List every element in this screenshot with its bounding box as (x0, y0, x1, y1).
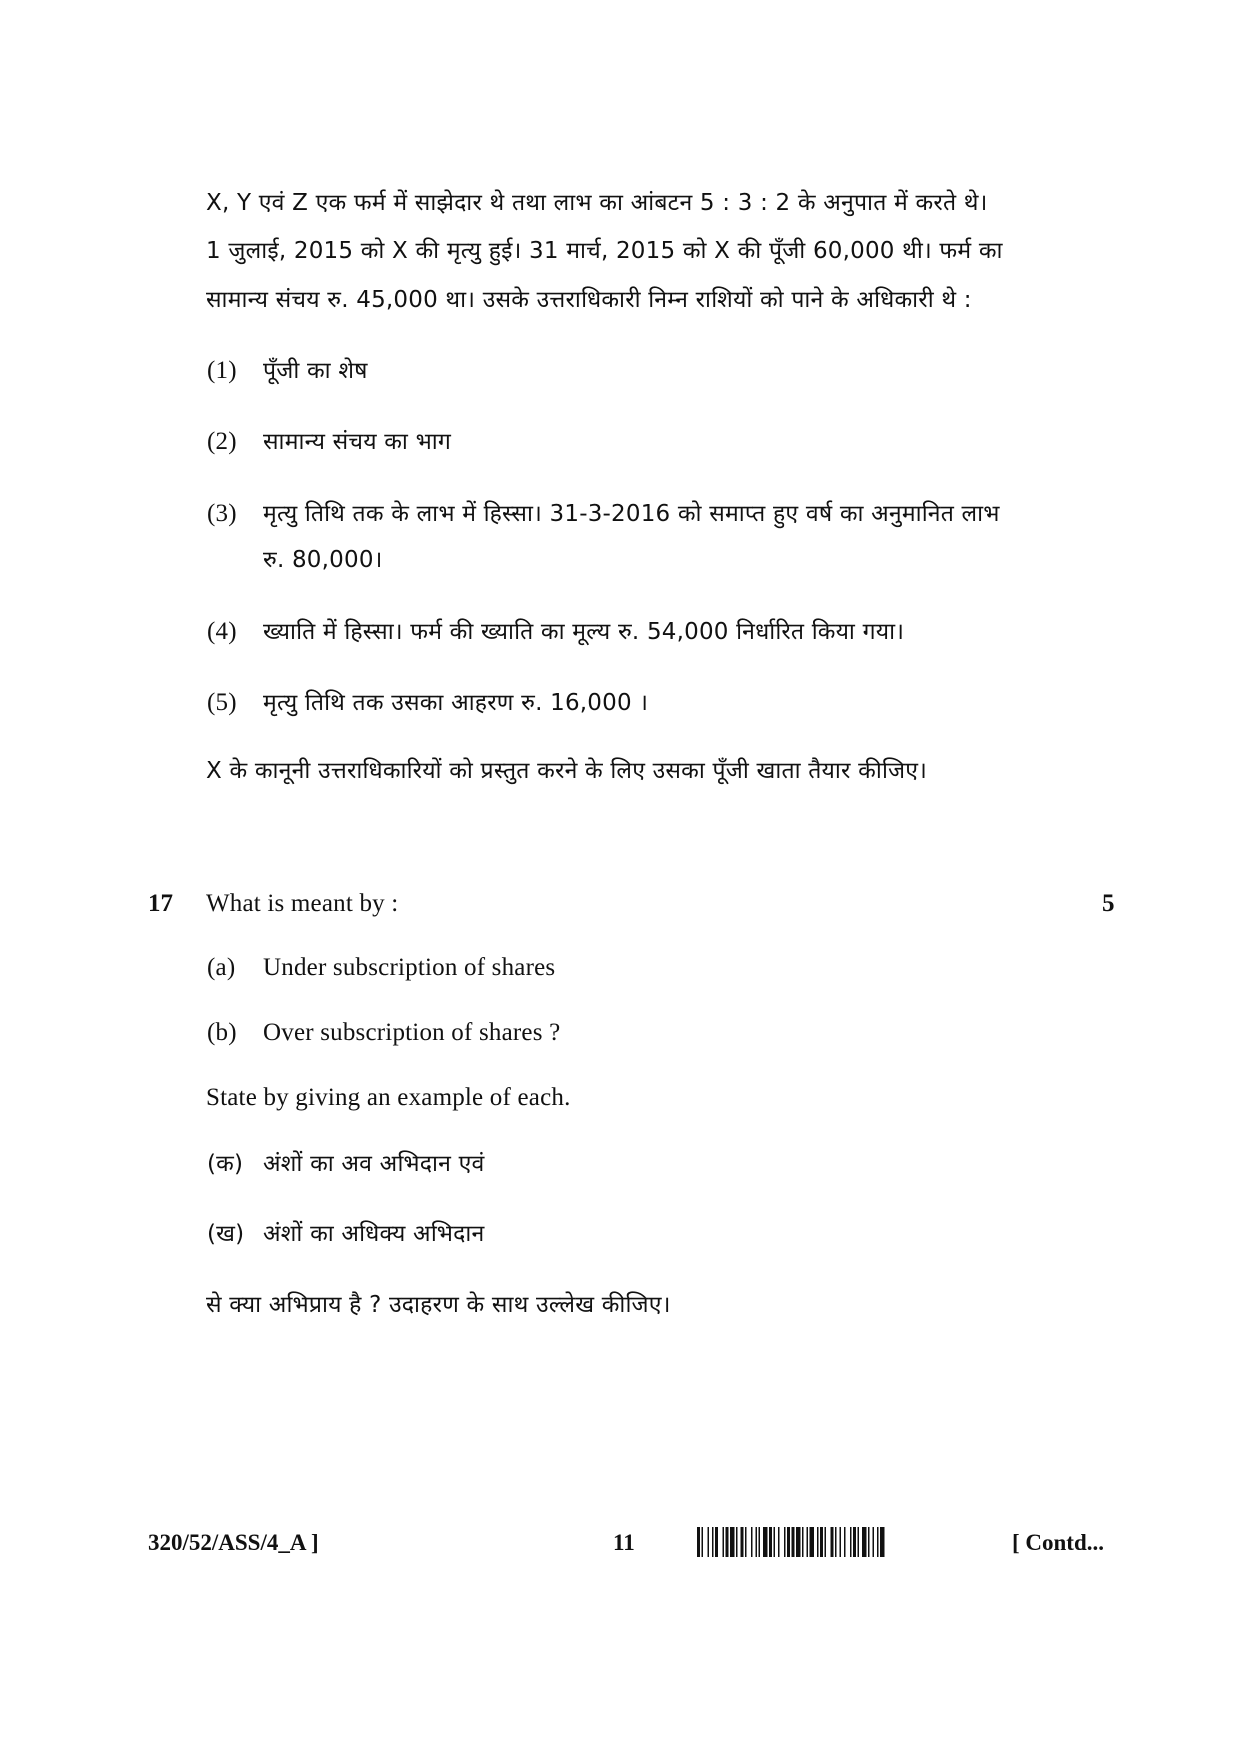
question-number: 17 (148, 890, 173, 917)
item-text-continuation: रु. 80,000। (263, 547, 383, 573)
item-label: (3) (207, 500, 237, 527)
paragraph-line: सामान्य संचय रु. 45,000 था। उसके उत्तराधिकारी निम्न राशियों को पाने के अधिकारी थे : (206, 287, 972, 313)
question-instruction: से क्या अभिप्राय है ? उदाहरण के साथ उल्लेख कीजिए। (206, 1292, 671, 1318)
continued-label: [ Contd... (1012, 1530, 1105, 1555)
item-text: Over subscription of shares ? (263, 1019, 561, 1046)
item-label: (a) (207, 954, 236, 981)
item-label: (2) (207, 428, 237, 455)
paragraph-line: X, Y एवं Z एक फर्म में साझेदार थे तथा लाभ का आंबटन 5 : 3 : 2 के अनुपात में करते थे। (206, 190, 988, 216)
item-label: (क) (207, 1151, 244, 1177)
item-text: पूँजी का शेष (263, 358, 368, 384)
item-text: मृत्यु तिथि तक उसका आहरण रु. 16,000 । (263, 690, 649, 716)
paper-code: 320/52/ASS/4_A ] (148, 1530, 319, 1555)
question-instruction: State by giving an example of each. (206, 1084, 571, 1111)
item-text: अंशों का अव अभिदान एवं (263, 1151, 485, 1177)
question-instruction: X के कानूनी उत्तराधिकारियों को प्रस्तुत करने के लिए उसका पूँजी खाता तैयार कीजिए। (206, 758, 928, 784)
item-label: (4) (207, 618, 237, 645)
item-label: (5) (207, 689, 237, 716)
item-text: ख्याति में हिस्सा। फर्म की ख्याति का मूल्य रु. 54,000 निर्धारित किया गया। (263, 619, 905, 645)
question-stem: What is meant by : (206, 890, 399, 917)
item-text: मृत्यु तिथि तक के लाभ में हिस्सा। 31-3-2016 को समाप्त हुए वर्ष का अनुमानित लाभ (263, 501, 1000, 527)
paragraph-line: 1 जुलाई, 2015 को X की मृत्यु हुई। 31 मार्च, 2015 को X की पूँजी 60,000 थी। फर्म का (206, 238, 1003, 264)
barcode-icon (697, 1527, 997, 1557)
item-text: सामान्य संचय का भाग (263, 429, 452, 455)
item-label: (ख) (207, 1221, 245, 1247)
item-label: (b) (207, 1019, 237, 1046)
item-text: Under subscription of shares (263, 954, 556, 981)
item-text: अंशों का अधिक्य अभिदान (263, 1221, 485, 1247)
page-number: 11 (613, 1530, 635, 1555)
item-label: (1) (207, 357, 237, 384)
question-marks: 5 (1102, 890, 1115, 917)
